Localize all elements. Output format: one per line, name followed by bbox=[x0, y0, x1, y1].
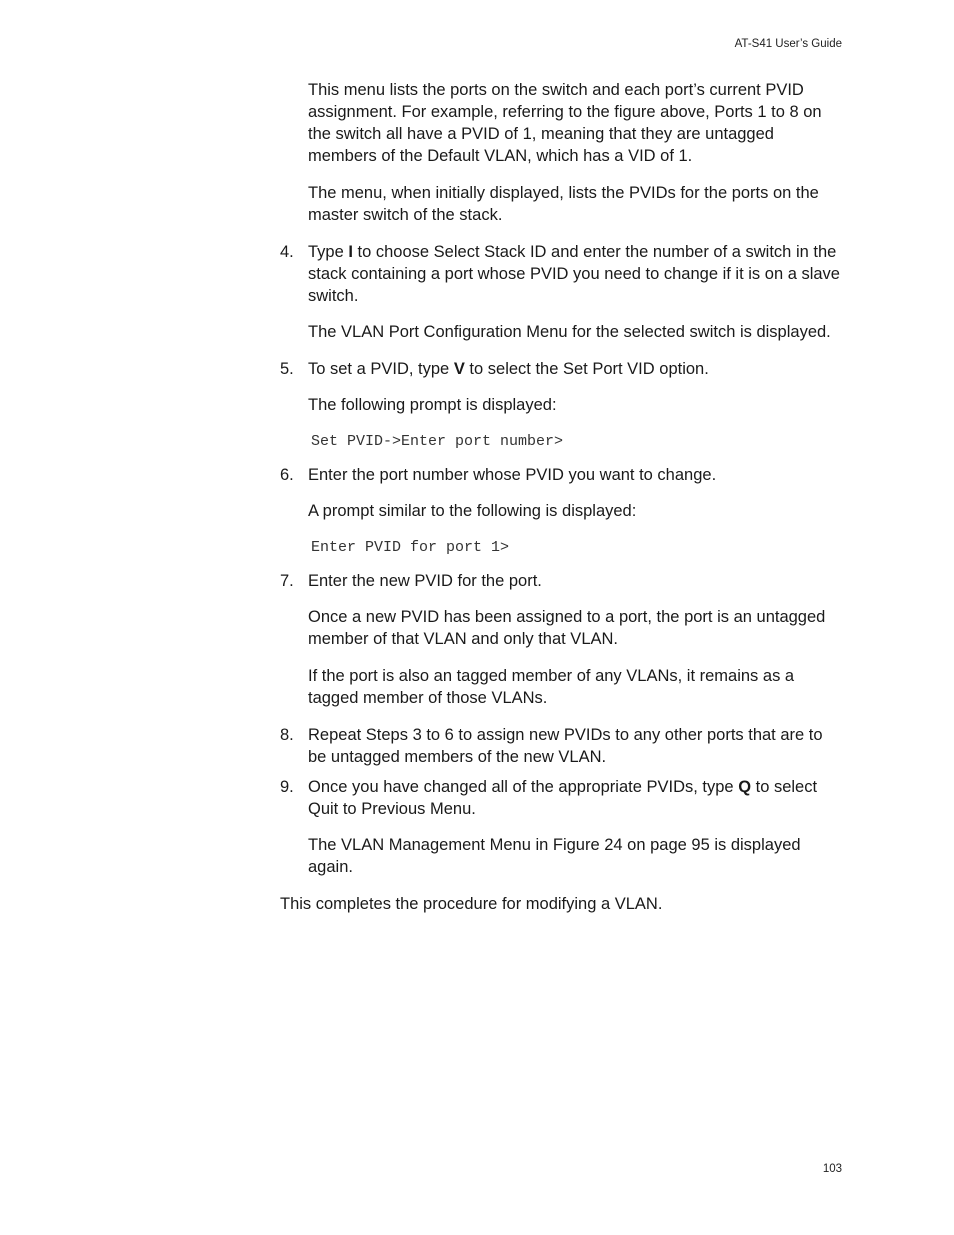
step-number: 9. bbox=[280, 778, 294, 796]
step-5-note: The following prompt is displayed: bbox=[308, 396, 557, 414]
step-text: Type I to choose Select Stack ID and enter the number of a switch in the stack containing a port whose PVID you need to change if it is on a slave switch. bbox=[308, 243, 840, 305]
paragraph-pvid-menu: This menu lists the ports on the switch and each port’s current PVID assignment. For example, referring to the figure above, Ports 1 to 8 on the switch all have a PVID of 1, meaning that they are untagged members of the Default VLAN, which has a VID of 1. bbox=[308, 81, 822, 165]
step-8 bbox=[280, 724, 842, 768]
key-label: Q bbox=[738, 778, 752, 796]
page-body bbox=[280, 78, 842, 915]
code-prompt-port-number: Set PVID->Enter port number> bbox=[311, 433, 564, 450]
closing-paragraph: This completes the procedure for modifying a VLAN. bbox=[280, 895, 663, 913]
step-9 bbox=[280, 776, 842, 820]
running-header: AT-S41 User’s Guide bbox=[734, 38, 842, 50]
step-6 bbox=[280, 464, 842, 486]
step-9-note: The VLAN Management Menu in Figure 24 on page 95 is displayed again. bbox=[308, 836, 801, 876]
paragraph-initial-display: The menu, when initially displayed, lists the PVIDs for the ports on the master switch of the stack. bbox=[308, 184, 819, 224]
step-number: 8. bbox=[280, 726, 294, 744]
step-number: 4. bbox=[280, 243, 294, 261]
step-4 bbox=[280, 241, 842, 307]
code-prompt-pvid: Enter PVID for port 1> bbox=[311, 539, 510, 556]
step-text: Enter the new PVID for the port. bbox=[308, 572, 542, 590]
step-6-note: A prompt similar to the following is displayed: bbox=[308, 502, 637, 520]
step-4-note: The VLAN Port Configuration Menu for the selected switch is displayed. bbox=[308, 323, 831, 341]
step-7-note-2: If the port is also an tagged member of any VLANs, it remains as a tagged member of those VLANs. bbox=[308, 667, 795, 707]
key-label: V bbox=[453, 360, 465, 378]
step-text: Repeat Steps 3 to 6 to assign new PVIDs to any other ports that are to be untagged members of the new VLAN. bbox=[308, 726, 823, 766]
page-number: 103 bbox=[822, 1163, 842, 1175]
step-number: 6. bbox=[280, 466, 294, 484]
step-text: Once you have changed all of the appropriate PVIDs, type Q to select Quit to Previous Menu. bbox=[308, 778, 818, 818]
step-7-note-1: Once a new PVID has been assigned to a port, the port is an untagged member of that VLAN and only that VLAN. bbox=[308, 608, 826, 648]
step-7 bbox=[280, 570, 842, 592]
step-text: Enter the port number whose PVID you want to change. bbox=[308, 466, 717, 484]
step-text: To set a PVID, type V to select the Set Port VID option. bbox=[308, 360, 709, 378]
key-label: I bbox=[348, 243, 353, 261]
step-number: 7. bbox=[280, 572, 294, 590]
step-5 bbox=[280, 358, 842, 380]
step-number: 5. bbox=[280, 360, 294, 378]
